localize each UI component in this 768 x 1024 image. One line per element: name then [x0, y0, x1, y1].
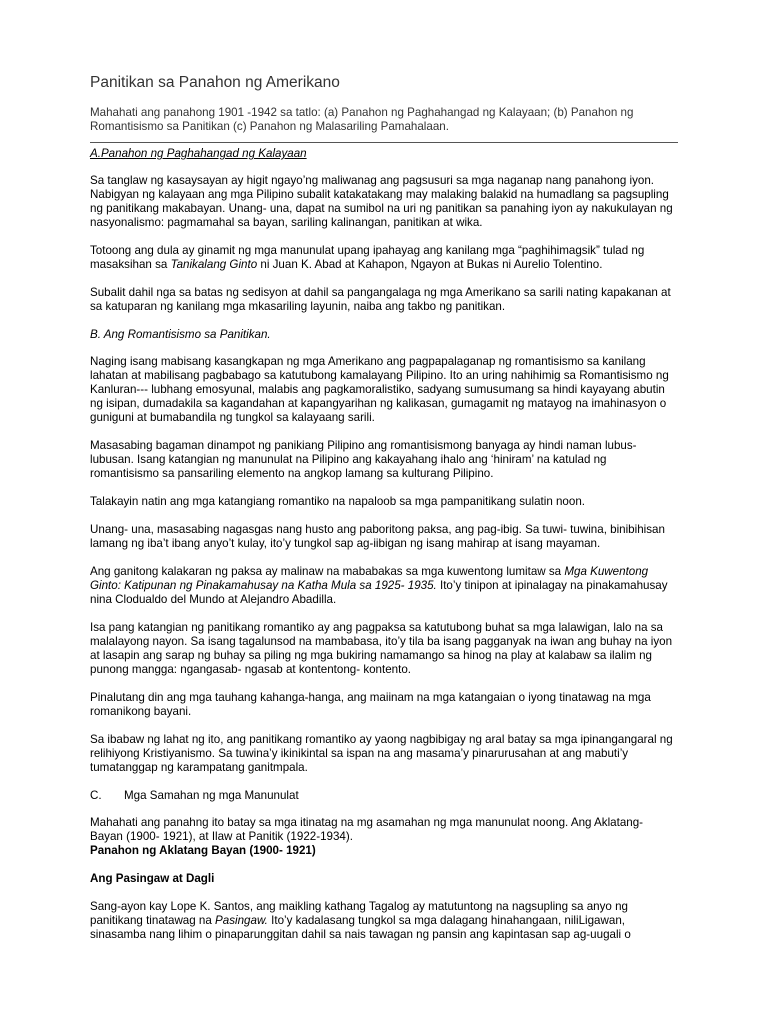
document-title: Panitikan sa Panahon ng Amerikano: [90, 74, 340, 91]
section-b-paragraph-5-text: Ang ganitong kalakaran ng paksa ay malinaw na mababakas sa mga kuwentong lumitaw sa: [90, 565, 565, 578]
section-b-paragraph-7: Pinalutang din ang mga tauhang kahanga-hanga, ang maiinam na mga katangaian o iyong tinatawag na mga romanikong bayani.: [90, 691, 651, 718]
section-c-paragraph-1-text: Mahahati ang panahng ito batay sa mga itinatag na mg asamahan ng mga manunulat noong. Ang Aklatang- Bayan (1900- 1921), at Ilaw at Panitik (1922-1934).: [90, 816, 644, 843]
section-b-paragraph-4: Unang- una, masasabing nagasgas nang husto ang paboritong paksa, ang pag-ibig. Sa tuwi- tuwina, binibihisan lamang ng iba’t ibang anyo’t kulay, ito’y tungkol sap ag-iibigan ng isang mahirap at isang mayaman.: [90, 523, 665, 550]
section-a-paragraph-1: Sa tanglaw ng kasaysayan ay higit ngayo’ng maliwanag ang pagsusuri sa mga naganap nang panahong iyon. Nabigyan ng kalayaan ang mga Pilipino subalit katakatakang may malaking balakid na humadlang sa pagsupling ng panitikang makabayan. Unang- una, dapat na sumibol na uri ng panitikan sa panahing iyon ay nakukulayan ng nasyonalismo: pagmamahal sa bayan, sariling kalinangan, panitikan at wika.: [90, 174, 673, 229]
section-c-paragraph-1: [90, 816, 678, 858]
section-b-paragraph-5: [90, 565, 678, 607]
section-c-heading: [90, 789, 678, 803]
section-b-paragraph-1: Naging isang mabisang kasangkapan ng mga Amerikano ang pagpapalaganap ng romantisismo sa kanilang lahatan at mabilisang pagbabago sa katutubong kamalayang Pilipino. Ito an uring nahihimig sa Romantisismo ng Kanluran--- lubhang emosyunal, malabis ang pagkamoralistiko, sadyang sumusumang sa hindi kayayang abutin ng isipan, dumadakila sa kagandahan at kapangyarihan ng kalikasan, gumagamit ng matayog na imahinasyon o guniguni at bumabandila ng tungkol sa kalayaang sarili.: [90, 355, 669, 424]
section-c-subheading: Ang Pasingaw at Dagli: [90, 872, 215, 885]
section-c-paragraph-2: [90, 900, 678, 942]
section-b-paragraph-2: Masasabing bagaman dinampot ng panikiang Pilipino ang romantisismong banyaga ay hindi naman lubus-lubusan. Isang katangian ng manunulat na Pilipino ang kakayahang ihalo ang ‘hiniram’ na katulad ng romantisismo sa pansariling elemento na angkop lamang sa kulturang Pilipino.: [90, 439, 637, 480]
section-c-paragraph-2-italic: Pasingaw.: [215, 914, 268, 927]
section-c-number: C.: [90, 789, 102, 802]
section-a-paragraph-3: Subalit dahil nga sa batas ng sedisyon at dahil sa pangangalaga ng mga Amerikano sa sarili nating kapakanan at sa katuparan ng kanilang mga mkasariling layunin, naiba ang takbo ng panitikan.: [90, 286, 671, 313]
section-a-paragraph-2-text: Totoong ang dula ay ginamit ng mga manunulat upang ipahayag ang kanilang mga “paghihimagsik” tulad ng masaksihan sa: [90, 244, 645, 271]
section-b-paragraph-5-italic: Mga Kuwentong Ginto: Katipunan ng Pinakamahusay na Katha Mula sa 1925- 1935.: [90, 565, 649, 592]
section-a-heading: A.Panahon ng Paghahangad ng Kalayaan: [90, 147, 307, 160]
intro-paragraph: Mahahati ang panahong 1901 -1942 sa tatlo: (a) Panahon ng Paghahangad ng Kalayaan; (b) Panahon ng Romantisismo sa Panitikan (c) Panahon ng Malasariling Pamahalaan.: [90, 106, 634, 133]
section-b-paragraph-6: Isa pang katangian ng panitikang romantiko ay ang pagpaksa sa katutubong buhat sa mga lalawigan, lalo na sa malalayong nayon. Sa isang tagalunsod na mambabasa, ito’y tila ba isang pagganyak na iwan ang buhay na iyon at lasapin ang sarap ng buhay sa piling ng mga bukiring namamango sa hinog na play at kalabaw sa ilalim ng punong mangga: ngangasab- ngasab at kontentong- kontento.: [90, 621, 673, 676]
section-a-paragraph-2-italic: Tanikalang Ginto: [170, 258, 258, 271]
horizontal-rule: [90, 142, 678, 143]
section-c-heading-text: Mga Samahan ng mga Manunulat: [124, 789, 299, 802]
section-b-heading: B. Ang Romantisismo sa Panitikan.: [90, 328, 271, 341]
section-c-paragraph-2-text: Sang-ayon kay Lope K. Santos, ang maikling kathang Tagalog ay matutuntong na nagsupling sa anyo ng panitikang tinatawag na: [90, 900, 628, 927]
section-b-paragraph-3: Talakayin natin ang mga katangiang romantiko na napaloob sa mga pampanitikang sulatin noon.: [90, 495, 585, 508]
section-b-paragraph-5-text-end: Ito’y tinipon at ipinalagay na pinakamahusay nina Clodualdo del Mundo at Alejandro Abadilla.: [90, 579, 668, 606]
section-a-paragraph-2-text-end: ni Juan K. Abad at Kahapon, Ngayon at Bukas ni Aurelio Tolentino.: [257, 258, 603, 271]
section-c-paragraph-1-bold: Panahon ng Aklatang Bayan (1900- 1921): [90, 844, 316, 857]
section-b-paragraph-8: Sa ibabaw ng lahat ng ito, ang panitikang romantiko ay yaong nagbibigay ng aral batay sa mga ipinangangaral ng relihiyong Kristiyanismo. Sa tuwina’y ikinikintal sa ispan na ang masama’y pinarurusahan at ang mabuti’y tumatanggap ng karampatang ganitmpala.: [90, 733, 673, 774]
section-c-paragraph-2-text-end: Ito’y kadalasang tungkol sa mga dalagang hinahangaan, niliLigawan, sinasamba nang lihim o pinaparunggitan dahil sa nais tawagan ng pansin ang kapintasan sap ag-uugali o: [90, 914, 631, 941]
section-a-paragraph-2: [90, 244, 678, 272]
